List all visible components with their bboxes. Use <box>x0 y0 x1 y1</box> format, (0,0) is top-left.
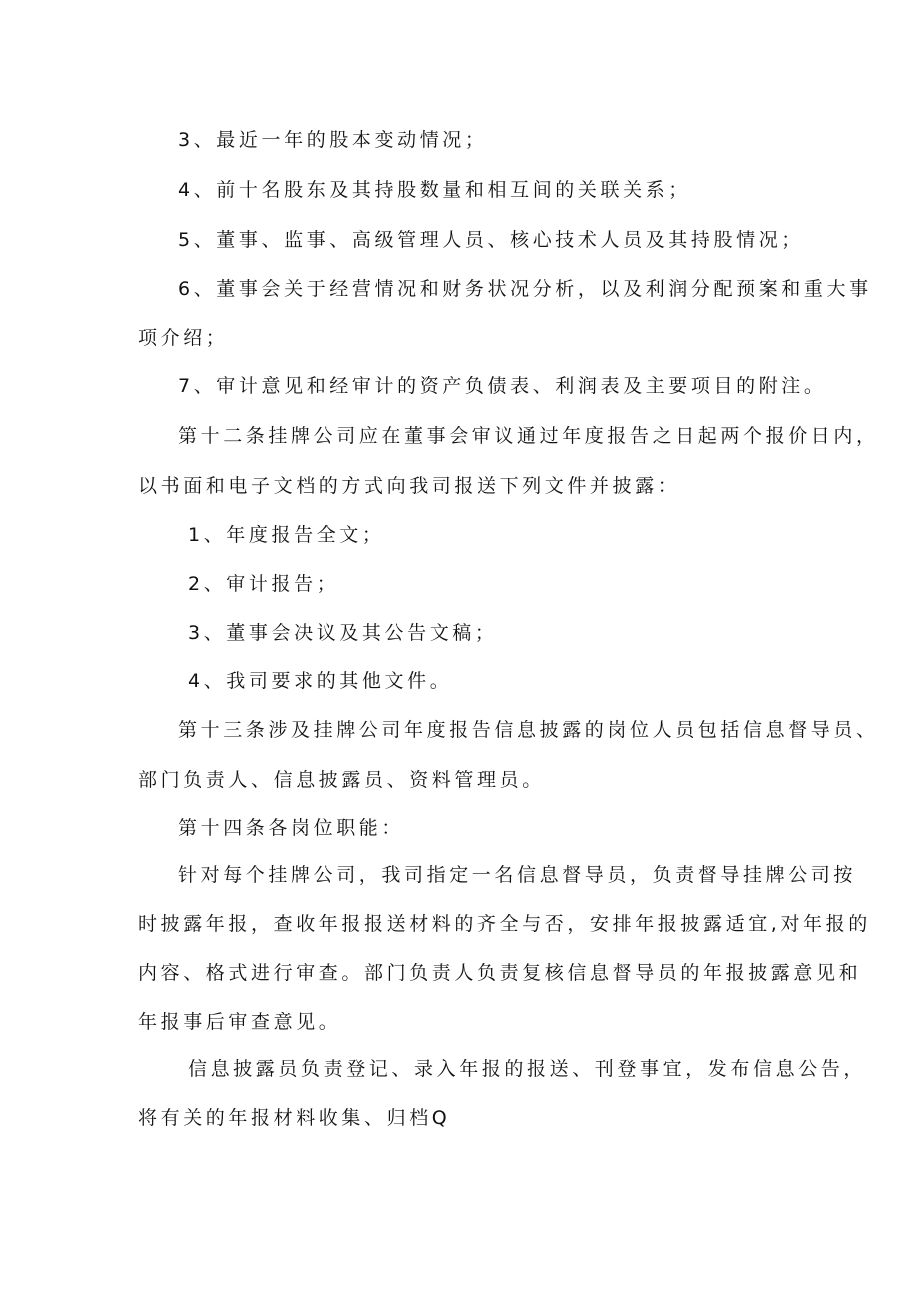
list-item-3-share-changes: 3、最近一年的股本变动情况； <box>178 129 488 151</box>
list-item-4-top-shareholders: 4、前十名股东及其持股数量和相互间的关联关系； <box>178 179 691 201</box>
file-item-1: 1、年度报告全文； <box>188 524 385 546</box>
article-12-continuation: 以书面和电子文档的方式向我司报送下列文件并披露： <box>138 475 681 497</box>
list-item-5-directors-holdings: 5、董事、监事、高级管理人员、核心技术人员及其持股情况； <box>178 229 804 251</box>
list-item-7-audit: 7、审计意见和经审计的资产负债表、利润表及主要项目的附注。 <box>178 375 827 397</box>
duties-paragraph-line-4: 年报事后审查意见。 <box>138 1011 342 1033</box>
file-item-2: 2、审计报告； <box>188 573 340 595</box>
list-item-6-continuation: 项介绍； <box>138 327 229 349</box>
article-13-continuation: 部门负责人、信息披露员、资料管理员。 <box>138 769 545 791</box>
disclosure-officer-line-2: 将有关的年报材料收集、归档Q <box>138 1107 451 1129</box>
file-item-4: 4、我司要求的其他文件。 <box>188 670 453 692</box>
duties-paragraph-line-2: 时披露年报，查收年报报送材料的齐全与否，安排年报披露适宜,对年报的 <box>138 913 871 935</box>
article-14-heading: 第十四条各岗位职能： <box>178 817 405 839</box>
duties-paragraph-line-1: 针对每个挂牌公司，我司指定一名信息督导员，负责督导挂牌公司按 <box>178 864 857 886</box>
article-13-paragraph: 第十三条涉及挂牌公司年度报告信息披露的岗位人员包括信息督导员、 <box>178 719 879 741</box>
duties-paragraph-line-3: 内容、格式进行审查。部门负责人负责复核信息督导员的年报披露意见和 <box>138 962 862 984</box>
disclosure-officer-line-1: 信息披露员负责登记、录入年报的报送、刊登事宜，发布信息公告， <box>188 1058 867 1080</box>
file-item-3: 3、董事会决议及其公告文稿； <box>188 622 498 644</box>
list-item-6-board-analysis: 6、董事会关于经营情况和财务状况分析，以及利润分配预案和重大事 <box>178 278 872 300</box>
article-12-paragraph: 第十二条挂牌公司应在董事会审议通过年度报告之日起两个报价日内， <box>178 425 879 447</box>
